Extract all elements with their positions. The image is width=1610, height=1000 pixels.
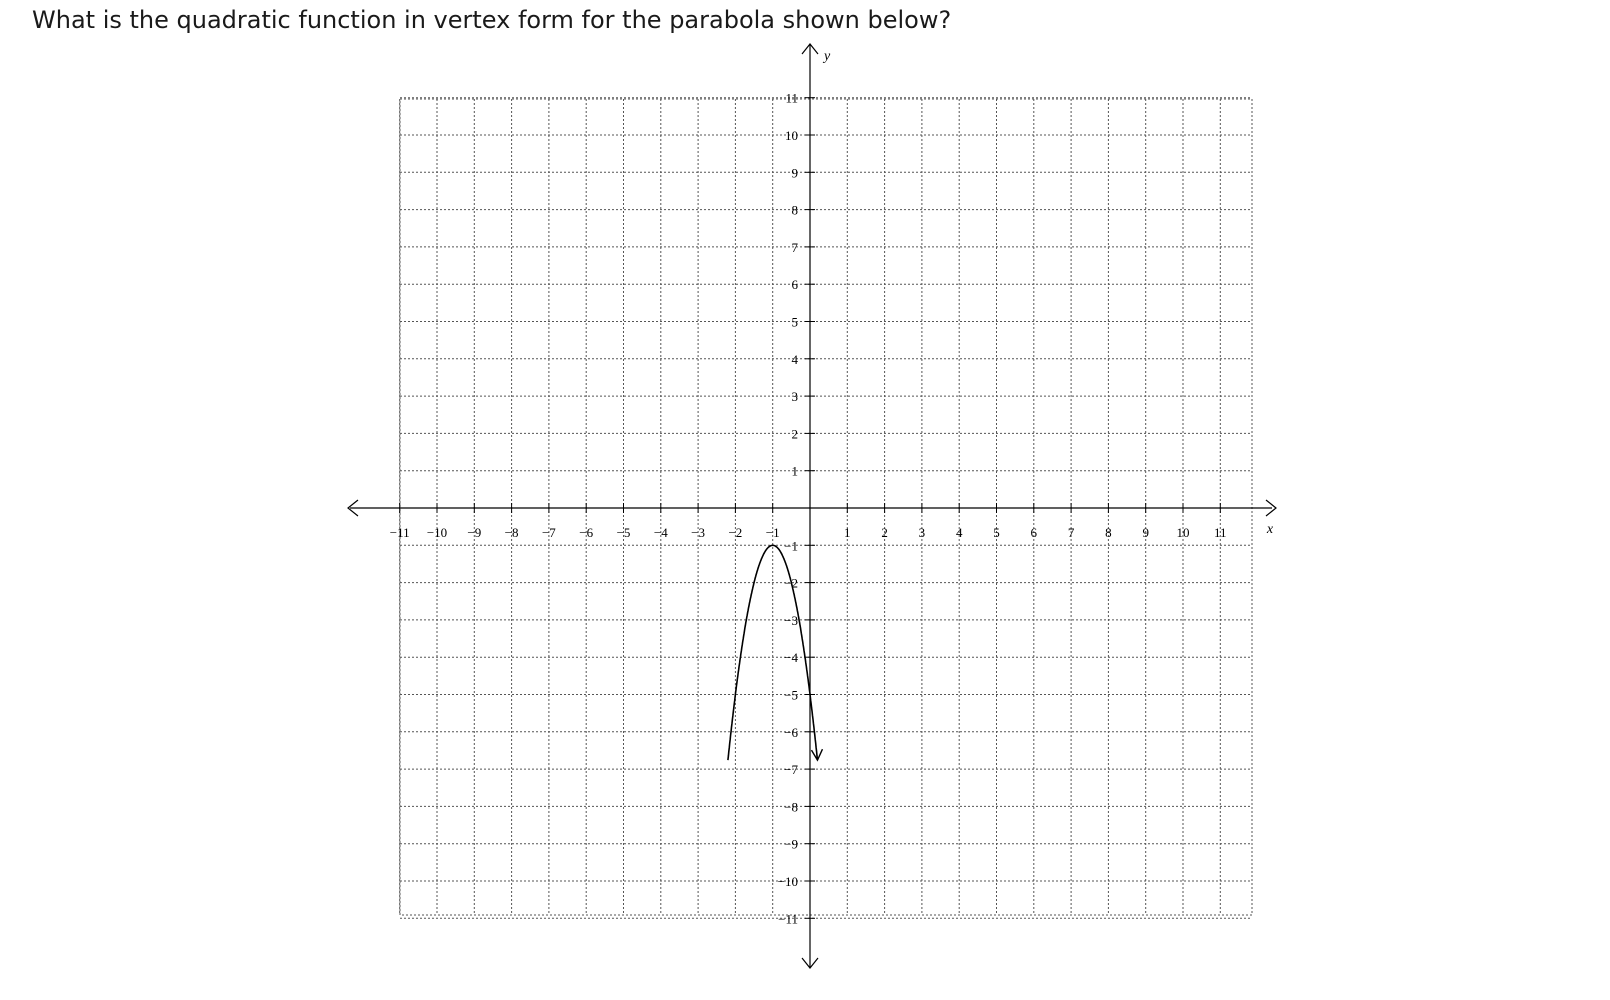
x-tick-label: −11: [389, 525, 410, 540]
x-tick-label: 10: [1176, 525, 1190, 540]
y-tick-label: −7: [784, 762, 798, 778]
y-tick-label: −9: [784, 836, 798, 852]
y-tick-label: 4: [791, 351, 798, 367]
y-tick-label: 7: [791, 239, 798, 255]
x-tick-label: 4: [955, 525, 963, 540]
y-tick-label: 6: [791, 277, 798, 293]
x-tick-label: −10: [426, 525, 448, 540]
x-tick-label: 7: [1067, 525, 1075, 540]
y-tick-label: 8: [791, 202, 798, 218]
y-tick-label: 2: [791, 426, 798, 442]
x-tick-label: −9: [467, 525, 482, 540]
y-tick-label: −5: [784, 687, 798, 703]
x-tick-label: −3: [691, 525, 706, 540]
x-tick-label: −7: [541, 525, 556, 540]
axes: [348, 44, 1276, 968]
x-tick-label: −4: [653, 525, 668, 540]
x-tick-label: −2: [728, 525, 743, 540]
y-tick-label: 9: [791, 165, 798, 181]
y-tick-label: 10: [785, 128, 798, 143]
y-axis-label: y: [824, 49, 831, 64]
x-tick-label: −5: [616, 525, 631, 540]
x-tick-label: 11: [1214, 525, 1227, 540]
x-tick-label: 1: [844, 525, 851, 540]
x-tick-label: 9: [1142, 525, 1149, 540]
y-tick-label: 11: [785, 90, 798, 106]
y-tick-label: 1: [791, 463, 798, 479]
x-tick-label: −1: [765, 525, 780, 540]
x-tick-label: 6: [1030, 525, 1038, 540]
x-tick-label: −8: [504, 525, 519, 540]
x-tick-label: 3: [918, 525, 926, 540]
x-tick-label: 8: [1105, 525, 1112, 540]
x-tick-label: 2: [881, 525, 888, 540]
parabola-curve-group: [728, 545, 823, 760]
y-tick-label: −2: [784, 575, 798, 591]
y-tick-label: −4: [784, 650, 798, 666]
grid-border: [400, 99, 1252, 915]
question-text: What is the quadratic function in vertex form for the parabola shown below?: [32, 6, 952, 34]
x-tick-label: −6: [579, 525, 594, 540]
y-tick-label: −6: [784, 724, 798, 740]
tick-labels: [390, 49, 1274, 926]
x-axis-label: x: [1266, 522, 1274, 537]
y-tick-label: −1: [784, 538, 798, 554]
y-tick-label: −3: [784, 612, 798, 628]
y-tick-label: −11: [778, 911, 798, 927]
y-tick-label: −8: [784, 799, 798, 815]
y-tick-label: 5: [791, 314, 798, 330]
y-tick-label: 3: [791, 389, 798, 405]
x-tick-label: 5: [993, 525, 1000, 540]
y-tick-label: −10: [777, 874, 798, 889]
